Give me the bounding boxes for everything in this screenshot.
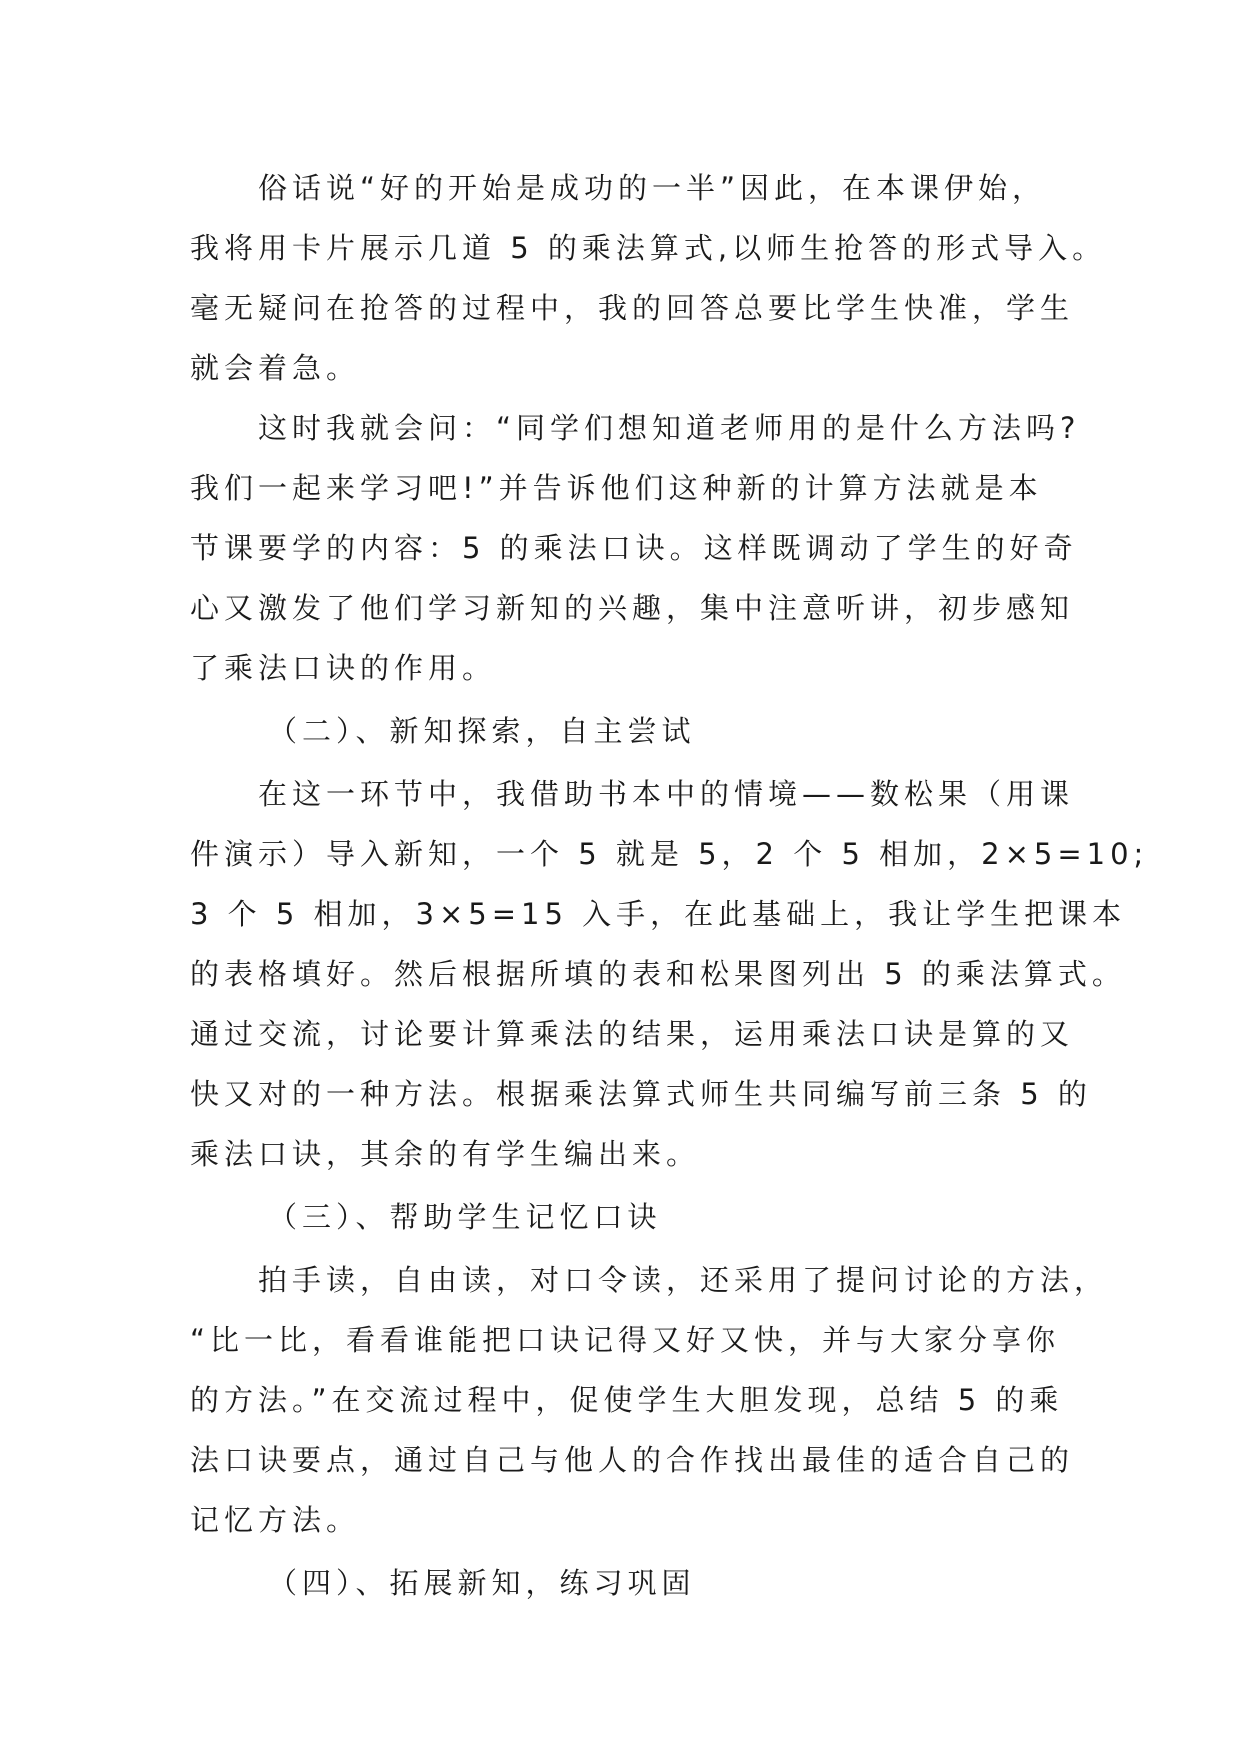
text-line: 节课要学的内容：5 的乘法口诀。这样既调动了学生的好奇	[190, 531, 1078, 565]
text-line: 心又激发了他们学习新知的兴趣，集中注意听讲，初步感知	[190, 591, 1075, 625]
paragraph-question	[190, 398, 1081, 698]
text-line: 乘法口诀，其余的有学生编出来。	[190, 1137, 701, 1171]
text-line: 的方法。”在交流过程中，促使学生大胆发现，总结 5 的乘	[190, 1383, 1064, 1417]
document-body	[190, 158, 1149, 1616]
text-line: 件演示）导入新知，一个 5 就是 5，2 个 5 相加，2×5=10;	[190, 837, 1149, 871]
text-line: 就会着急。	[190, 351, 361, 385]
text-line: “比一比，看看谁能把口诀记得又好又快，并与大家分享你	[190, 1323, 1061, 1357]
section-heading-3: （三）、帮助学生记忆口诀	[268, 1200, 662, 1234]
text-line: 我将用卡片展示几道 5 的乘法算式,以师生抢答的形式导入。	[190, 231, 1107, 265]
paragraph-intro	[190, 158, 1107, 398]
text-line: 记忆方法。	[190, 1503, 361, 1537]
text-line: 俗话说“好的开始是成功的一半”因此，在本课伊始，	[258, 171, 1047, 205]
text-line: 法口诀要点，通过自己与他人的合作找出最佳的适合自己的	[190, 1443, 1075, 1477]
paragraph-explore	[190, 764, 1149, 1184]
text-line: 通过交流，讨论要计算乘法的结果，运用乘法口诀是算的又	[190, 1017, 1075, 1051]
text-line: 毫无疑问在抢答的过程中，我的回答总要比学生快准，学生	[190, 291, 1075, 325]
text-line: 在这一环节中，我借助书本中的情境——数松果（用课	[258, 777, 1075, 811]
section-heading-2: （二）、新知探索，自主尝试	[268, 714, 696, 748]
text-line: 3 个 5 相加，3×5=15 入手，在此基础上，我让学生把课本	[190, 897, 1127, 931]
paragraph-memorize	[190, 1250, 1109, 1550]
text-line: 的表格填好。然后根据所填的表和松果图列出 5 的乘法算式。	[190, 957, 1126, 991]
text-line: 这时我就会问：“同学们想知道老师用的是什么方法吗?	[258, 411, 1081, 445]
text-line: 了乘法口诀的作用。	[190, 651, 497, 685]
text-line: 我们一起来学习吧!”并告诉他们这种新的计算方法就是本	[190, 471, 1043, 505]
text-line: 拍手读，自由读，对口令读，还采用了提问讨论的方法，	[258, 1263, 1109, 1297]
text-line: 快又对的一种方法。根据乘法算式师生共同编写前三条 5 的	[190, 1077, 1092, 1111]
section-heading-4: （四）、拓展新知，练习巩固	[268, 1566, 696, 1600]
